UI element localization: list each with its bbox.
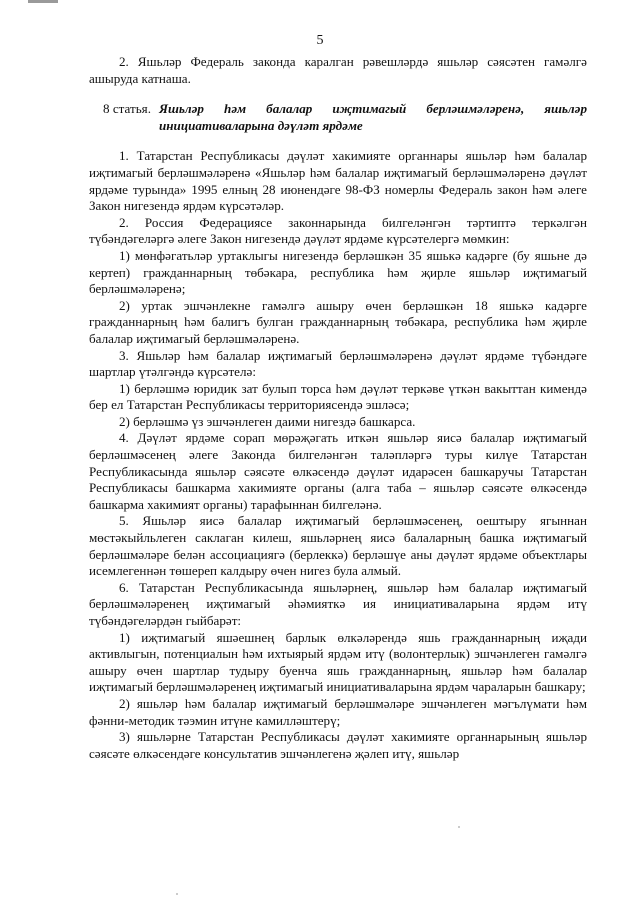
paragraph: 4. Дәүләт ярдәме сорап мөрәҗәгать иткән яшьләр яисә балалар иҗтимагый берләшмәсенең әлеге Законда билгеләнгән таләпләргә туры килүе Татарстан Республикасында яшьләр сәясәте өлкәсендә дәүләт идарәсен башкаручы Татарстан Республикасы башкарма хакимияте органы (алга таба – яшьләр сәясәте өлкәсендә башкарма хакимият органы) тарафыннан билгеләнә.: [89, 430, 587, 512]
paragraph: 1) иҗтимагый яшәешнең барлык өлкәләрендә яшь гражданнарның иҗади активлыгын, потенциалын һәм ихтыярый ярдәм итү (волонтерлык) эшчәнлеген гамәлгә ашыру өчен шартлар тудыру буенча яшь гражданнарның, яшьләр һәм балалар иҗтимагый берләшмәләренең иҗтимагый инициативаларына ярдәм чараларын башкару;: [89, 629, 587, 695]
intro-paragraph: 2. Яшьләр Федераль законда каралган рәвешләрдә яшьләр сәясәтен гамәлгә ашыруда катнаша.: [89, 54, 587, 86]
page-number: 5: [316, 33, 324, 48]
paragraph: 6. Татарстан Республикасында яшьләрнең, яшьләр һәм балалар иҗтимагый берләшмәләренең иҗтимагый әһәмияткә ия инициативаларына ярдәм итү түбәндәгеләрдән гыйбарәт:: [89, 579, 587, 628]
paragraph: 2. Россия Федерациясе законнарында билгеләнгән тәртиптә теркәлгән түбәндәгеләргә әлеге Закон нигезендә дәүләт ярдәме күрсәтелергә мөмкин:: [89, 214, 587, 247]
paragraph: 3. Яшьләр һәм балалар иҗтимагый берләшмәләренә дәүләт ярдәме түбәндәге шартлар үтәлгәндә күрсәтелә:: [89, 347, 587, 380]
paragraph: 1) мөнфәгатьләр уртаклыгы нигезендә берләшкән 35 яшькә кадәрге (бу яшьне дә кертеп) гражданнарның төбәкара, республика һәм җирле яшьләр иҗтимагый берләшмәләренә;: [89, 247, 587, 297]
scan-speck: [458, 826, 460, 828]
article-title: Яшьләр һәм балалар иҗтимагый берләшмәләренә, яшьләр инициативаларына дәүләт ярдәме: [158, 101, 587, 133]
paragraph: 2) берләшмә үз эшчәнлеген даими нигездә башкарса.: [119, 413, 416, 429]
scan-artifact: [28, 0, 58, 3]
paragraph: 2) уртак эшчәнлекне гамәлгә ашыру өчен берләшкән 18 яшькә кадәрге гражданнарның һәм балигъ булган гражданнарның төбәкара, республика һәм җирле балалар иҗтимагый берләшмәләренә.: [89, 297, 587, 346]
paragraph: 5. Яшьләр яисә балалар иҗтимагый берләшмәсенең, оештыру ягыннан мөстәкыйльлеген саклаган килеш, яшьләрнең яисә балаларның башка иҗтимагый берләшмәләре белән ассоциациягә (берлеккә) берләшүе аны дәүләт ярдәме объектлары исемлегеннән төшереп калдыру өчен нигез була алмый.: [89, 513, 587, 579]
article-heading: [89, 101, 587, 134]
paragraph: 2) яшьләр һәм балалар иҗтимагый берләшмәләре эшчәнлеген мәгълүмати һәм фәнни-методик тәэмин итүне камилләштерү;: [89, 695, 587, 728]
paragraph: 3) яшьләрне Татарстан Республикасы дәүләт хакимияте органнарының яшьләр сәясәте өлкәсендәге консультатив эшчәнлегенә җәлеп итү, яшьләр: [89, 729, 587, 761]
document-body: [89, 54, 587, 762]
paragraph: 1. Татарстан Республикасы дәүләт хакимияте органнары яшьләр һәм балалар иҗтимагый берләшмәләренә «Яшьләр һәм балалар иҗтимагый берләшмәләренә дәүләт ярдәме турында» 1995 елның 28 июнендәге 98-ФЗ номерлы Федераль закон һәм әлеге Закон нигезендә ярдәм күрсәтәләр.: [89, 148, 587, 214]
scan-speck: [176, 893, 178, 895]
article-label: 8 статья.: [103, 101, 151, 117]
paragraph: 1) берләшмә юридик зат булып торса һәм дәүләт теркәве үткән вакыттан кимендә бер ел Татарстан Республикасы территориясендә эшләсә;: [89, 380, 587, 413]
